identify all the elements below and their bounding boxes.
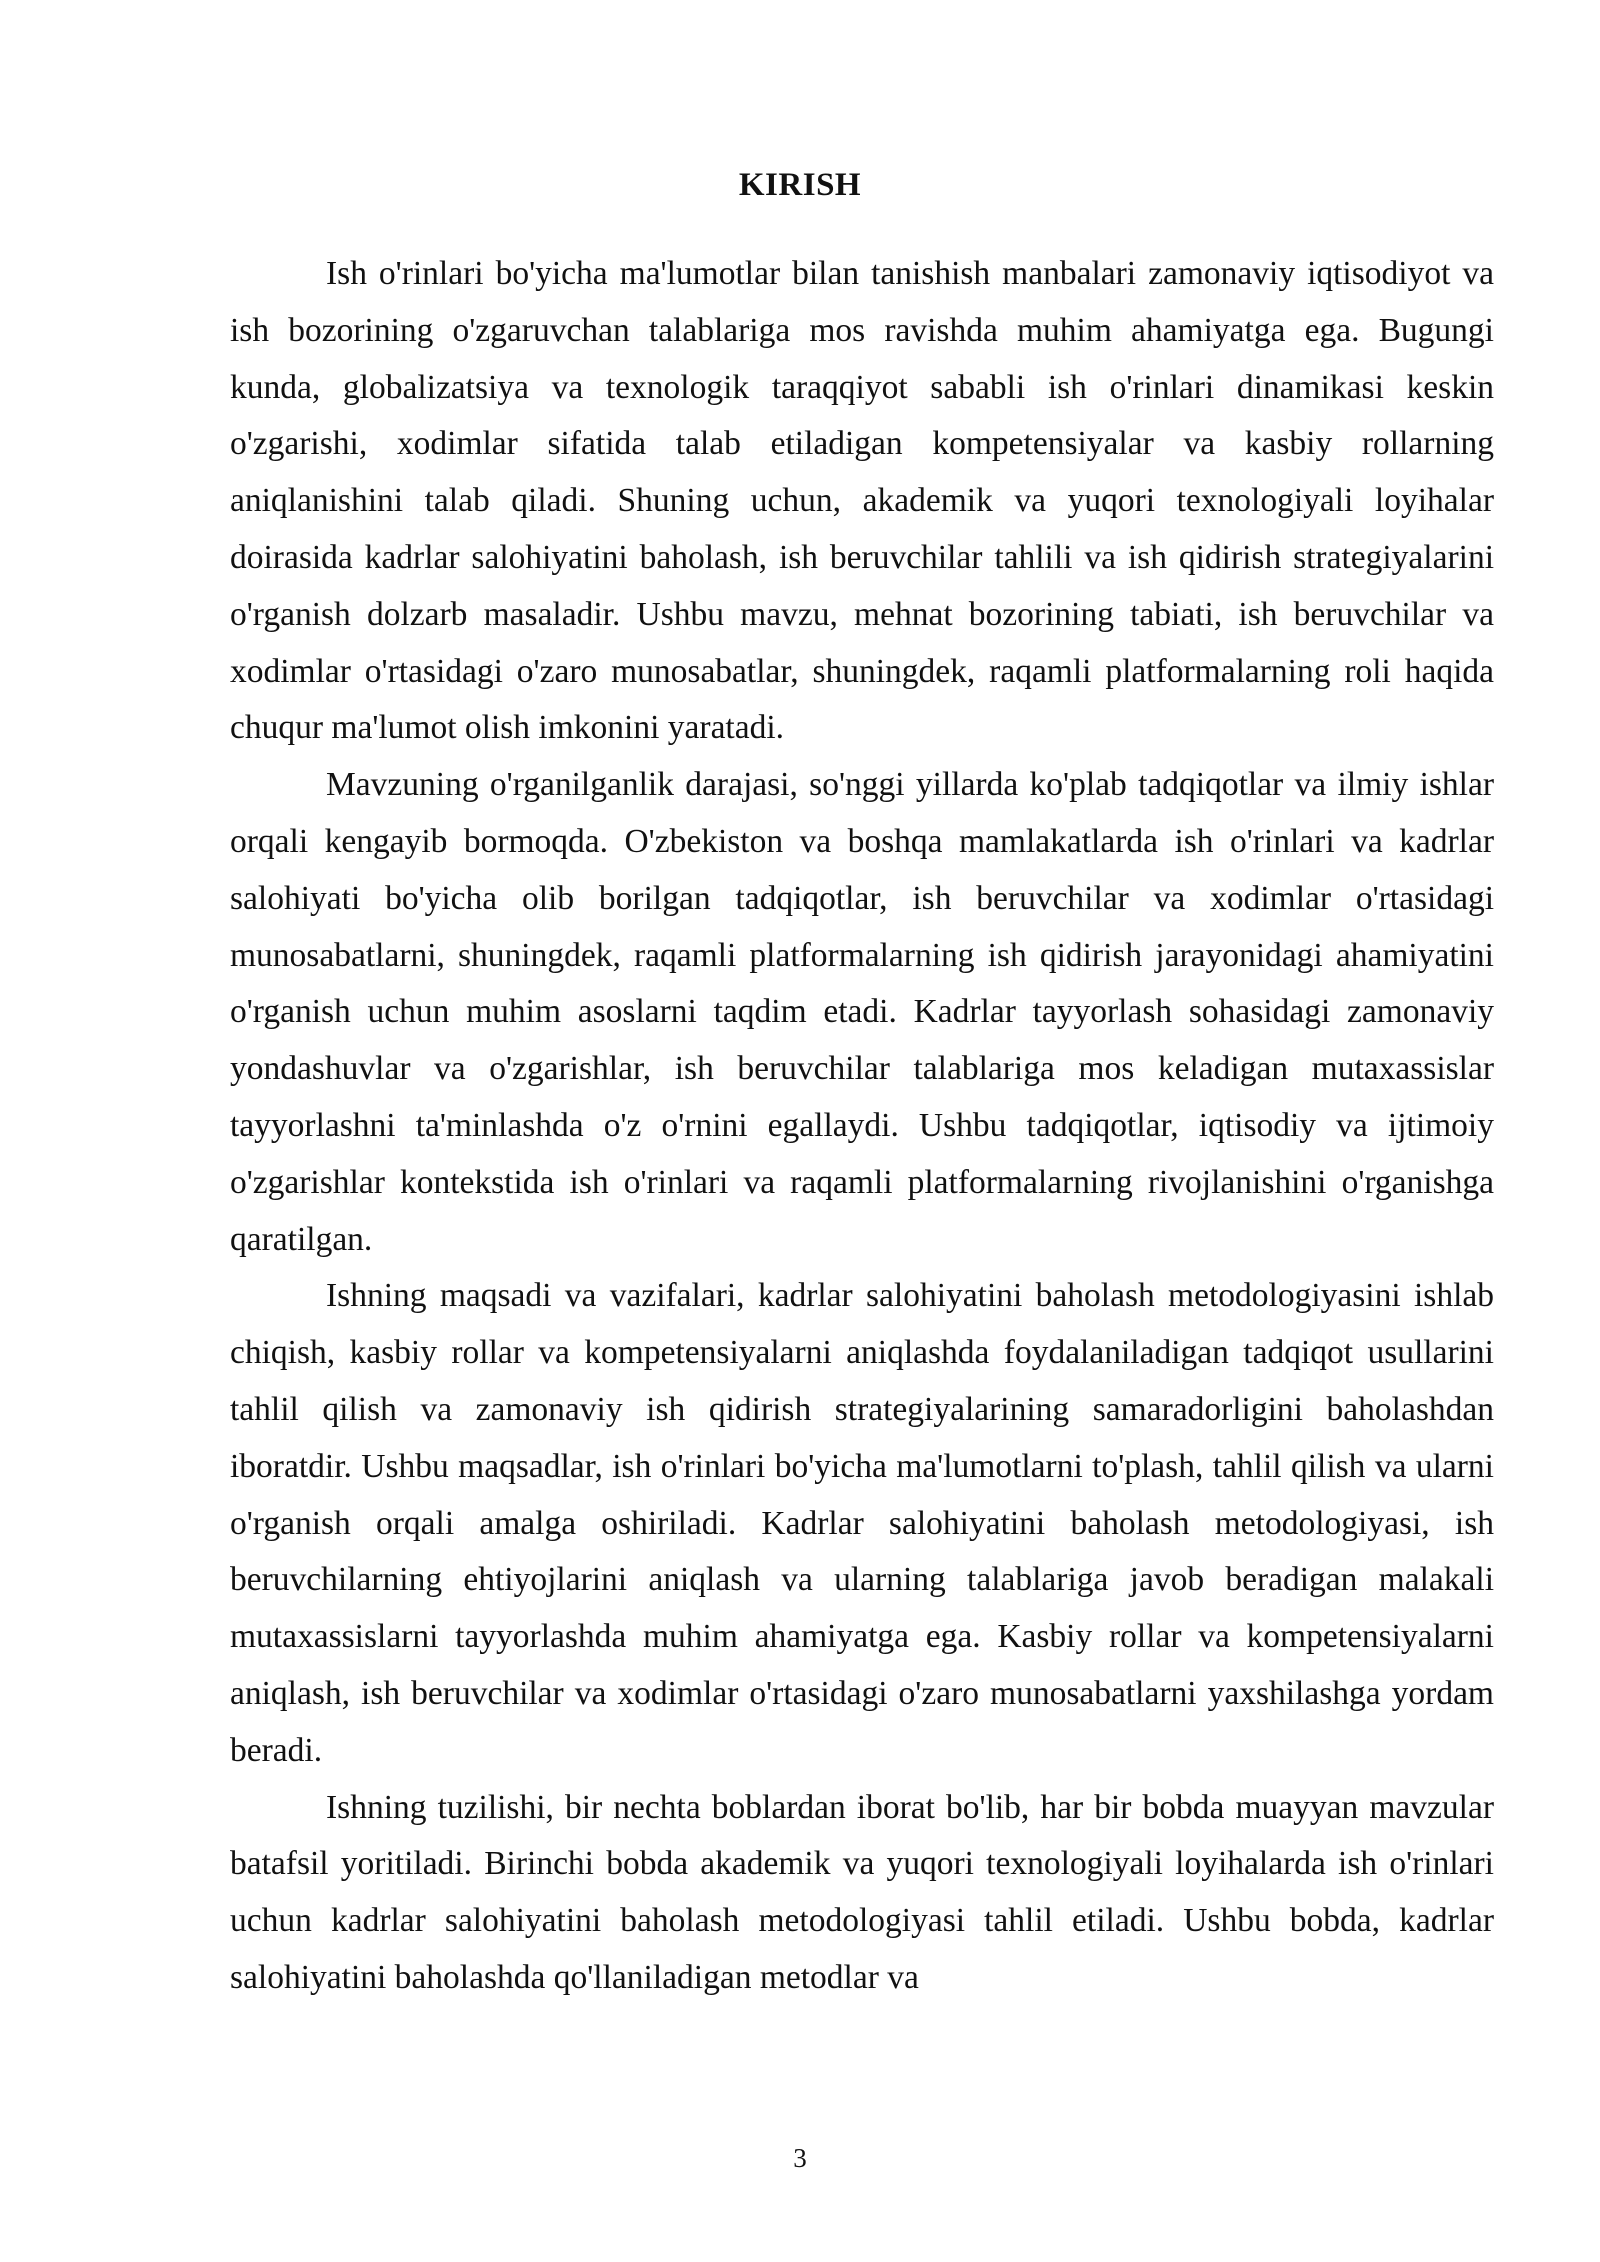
paragraph-goals: Ishning maqsadi va vazifalari, kadrlar salohiyatini baholash metodologiyasini ishlab chiqish, kasbiy rollar va kompetensiyalarni aniqlashda foydalaniladigan tadqiqot usullarini tahlil qilish va zamonaviy ish qidirish strategiyalarining samaradorligini baholashdan iboratdir. Ushbu maqsadlar, ish o'rinlari bo'yicha ma'lumotlarni to'plash, tahlil qilish va ularni o'rganish orqali amalga oshiriladi. Kadrlar salohiyatini baholash metodologiyasi, ish beruvchilarning ehtiyojlarini aniqlash va ularning talablariga javob beradigan malakali mutaxassislarni tayyorlashda muhim ahamiyatga ega. Kasbiy rollar va kompetensiyalarni aniqlash, ish beruvchilar va xodimlar o'rtasidagi o'zaro munosabatlarni yaxshilashga yordam beradi. [230, 1277, 1494, 1769]
page-title: KIRISH [738, 167, 862, 203]
page-number: 3 [793, 2143, 807, 2173]
paragraph-research-degree: Mavzuning o'rganilganlik darajasi, so'nggi yillarda ko'plab tadqiqotlar va ilmiy ishlar orqali kengayib bormoqda. O'zbekiston va boshqa mamlakatlarda ish o'rinlari va kadrlar salohiyati bo'yicha olib borilgan tadqiqotlar, ish beruvchilar va xodimlar o'rtasidagi munosabatlarni, shuningdek, raqamli platformalarning ish qidirish jarayonidagi ahamiyatini o'rganish uchun muhim asoslarni taqdim etadi. Kadrlar tayyorlash sohasidagi zamonaviy yondashuvlar va o'zgarishlar, ish beruvchilar talablariga mos keladigan mutaxassislar tayyorlashni ta'minlashda o'z o'rnini egallaydi. Ushbu tadqiqotlar, iqtisodiy va ijtimoiy o'zgarishlar kontekstida ish o'rinlari va raqamli platformalarning rivojlanishini o'rganishga qaratilgan. [230, 766, 1494, 1258]
paragraph-structure: Ishning tuzilishi, bir nechta boblardan iborat bo'lib, har bir bobda muayyan mavzular batafsil yoritiladi. Birinchi bobda akademik va yuqori texnologiyali loyihalarda ish o'rinlari uchun kadrlar salohiyatini baholash metodologiyasi tahlil etiladi. Ushbu bobda, kadrlar salohiyatini baholashda qo'llaniladigan metodlar va [230, 1788, 1494, 1996]
body-text [230, 246, 1494, 2007]
paragraph-introduction: Ish o'rinlari bo'yicha ma'lumotlar bilan tanishish manbalari zamonaviy iqtisodiyot va ish bozorining o'zgaruvchan talablariga mos ravishda muhim ahamiyatga ega. Bugungi kunda, globalizatsiya va texnologik taraqqiyot sababli ish o'rinlari dinamikasi keskin o'zgarishi, xodimlar sifatida talab etiladigan kompetensiyalar va kasbiy rollarning aniqlanishini talab qiladi. Shuning uchun, akademik va yuqori texnologiyali loyihalar doirasida kadrlar salohiyatini baholash, ish beruvchilar tahlili va ish qidirish strategiyalarini o'rganish dolzarb masaladir. Ushbu mavzu, mehnat bozorining tabiati, ish beruvchilar va xodimlar o'rtasidagi o'zaro munosabatlar, shuningdek, raqamli platformalarning roli haqida chuqur ma'lumot olish imkonini yaratadi. [230, 255, 1494, 747]
